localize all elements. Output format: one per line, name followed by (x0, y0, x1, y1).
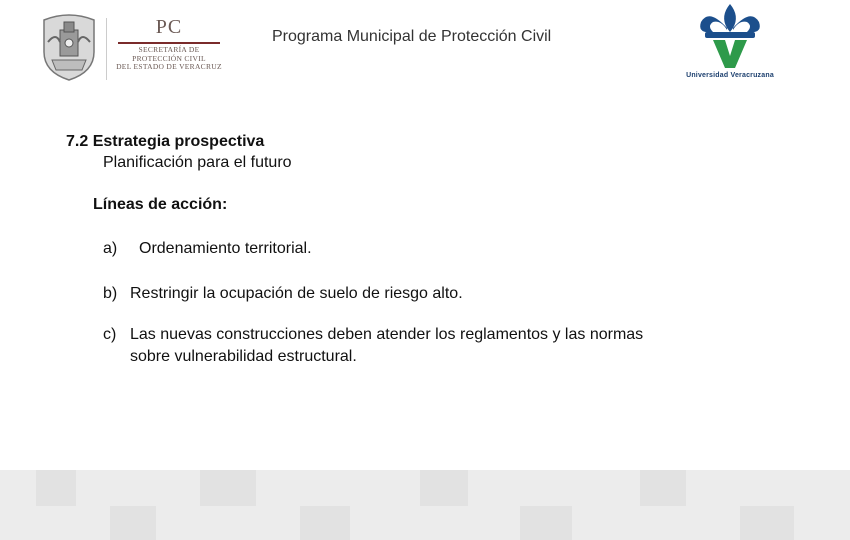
section-subheading: Planificación para el futuro (103, 154, 292, 171)
action-marker-a: a) (103, 240, 118, 257)
action-text-c: Las nuevas construcciones deben atender los reglamentos y las normas (130, 326, 644, 343)
pc-line-2: PROTECCIÓN CIVIL (132, 53, 206, 63)
action-marker-b: b) (103, 285, 118, 302)
page-header-title: Programa Municipal de Protección Civil (272, 28, 552, 45)
footer-tile (36, 470, 76, 506)
veracruz-shield-icon (38, 12, 100, 82)
uv-caption: Universidad Veracruzana (686, 72, 774, 79)
action-item-a (103, 238, 312, 260)
pc-line-1: SECRETARÍA DE (138, 45, 200, 54)
action-item-c (103, 324, 643, 368)
pc-initials: PC (155, 16, 183, 38)
pc-rule (118, 42, 220, 44)
proteccion-civil-logo (38, 12, 228, 84)
action-marker-c: c) (103, 326, 117, 343)
pc-line-3: DEL ESTADO DE VERACRUZ (116, 62, 222, 71)
footer-tile (110, 506, 156, 540)
actions-heading: Líneas de acción: (93, 196, 228, 213)
action-text-b: Restringir la ocupación de suelo de riesgo alto. (130, 285, 463, 302)
footer-tile (640, 470, 686, 506)
section-heading: 7.2 Estrategia prospectiva (66, 133, 265, 150)
section-block (66, 131, 292, 173)
action-text-a: Ordenamiento territorial. (139, 240, 312, 257)
action-text-c-continuation: sobre vulnerabilidad estructural. (130, 348, 357, 365)
pc-text-block (114, 16, 224, 72)
universidad-veracruzana-logo (680, 2, 780, 84)
footer-tile (520, 506, 572, 540)
footer-tile (420, 470, 468, 506)
action-item-b (103, 283, 463, 305)
footer-band (0, 470, 850, 540)
flor-de-lis-icon (695, 2, 765, 70)
footer-tile (200, 470, 256, 506)
footer-tile (300, 506, 350, 540)
footer-tile (740, 506, 794, 540)
logo-divider (106, 18, 107, 80)
